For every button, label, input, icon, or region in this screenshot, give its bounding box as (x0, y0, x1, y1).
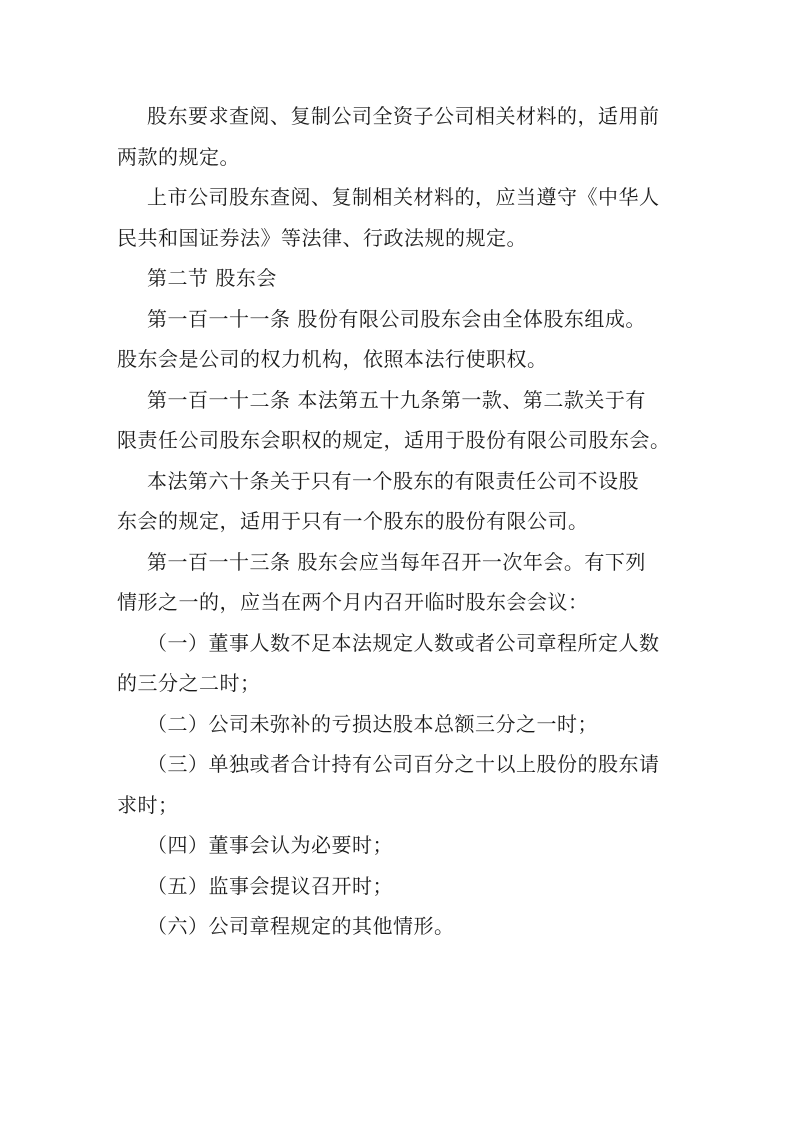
text-line: （二）公司未弥补的亏损达股本总额三分之一时； (147, 711, 598, 736)
text-line: 东会的规定，适用于只有一个股东的股份有限公司。 (117, 509, 589, 533)
text-line: 股东会是公司的权力机构，依照本法行使职权。 (117, 347, 548, 371)
text-line: （四）董事会认为必要时； (147, 833, 393, 857)
list-item-1 (117, 623, 685, 704)
document-body (117, 96, 685, 947)
text-line: 第一百一十一条 股份有限公司股东会由全体股东组成。 (147, 306, 646, 331)
text-line: 民共和国证券法》等法律、行政法规的规定。 (117, 225, 527, 250)
text-line: （一）董事人数不足本法规定人数或者公司章程所定人数 (147, 630, 660, 655)
section-heading (117, 258, 685, 299)
paragraph-listed-company (117, 177, 685, 258)
text-line: 情形之一的，应当在两个月内召开临时股东会会议： (117, 590, 589, 614)
paragraph-subsidiary-materials (117, 96, 685, 177)
list-item-6 (117, 906, 685, 947)
list-item-4 (117, 825, 685, 866)
paragraph-single-shareholder (117, 461, 685, 542)
text-line: 本法第六十条关于只有一个股东的有限责任公司不设股 (147, 468, 639, 493)
list-item-2 (117, 704, 685, 745)
article-113 (117, 542, 685, 623)
article-111 (117, 299, 685, 380)
text-line: （六）公司章程规定的其他情形。 (147, 914, 455, 938)
text-line: 两款的规定。 (117, 144, 240, 169)
list-item-5 (117, 866, 685, 907)
section-title: 第二节 股东会 (147, 266, 277, 290)
text-line: 限责任公司股东会职权的规定，适用于股份有限公司股东会。 (117, 428, 671, 452)
text-line: 股东要求查阅、复制公司全资子公司相关材料的，适用前 (147, 104, 660, 128)
text-line: （三）单独或者合计持有公司百分之十以上股份的股东请 (147, 752, 660, 776)
text-line: 求时； (117, 792, 179, 817)
text-line: （五）监事会提议召开时； (147, 873, 393, 898)
text-line: 第一百一十二条 本法第五十九条第一款、第二款关于有 (147, 387, 646, 412)
article-112 (117, 380, 685, 461)
list-item-3 (117, 744, 685, 825)
text-line: 上市公司股东查阅、复制相关材料的，应当遵守《中华人 (147, 185, 660, 209)
text-line: 的三分之二时； (117, 671, 261, 695)
text-line: 第一百一十三条 股东会应当每年召开一次年会。有下列 (147, 549, 646, 574)
